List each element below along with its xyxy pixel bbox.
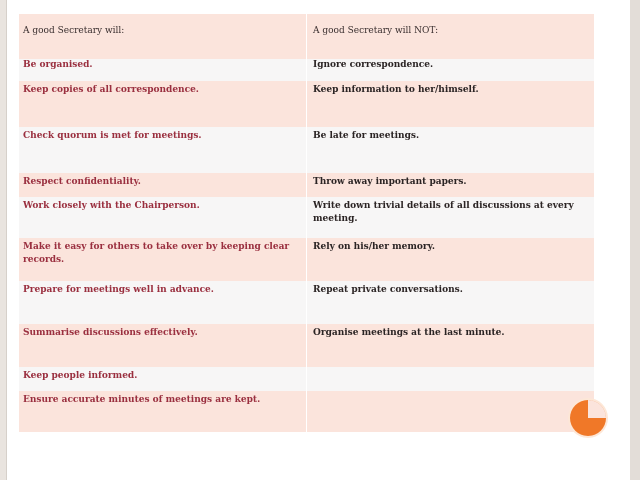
table-header-row (19, 14, 594, 59)
will-item: Keep copies of all correspondence. (19, 81, 307, 127)
will-item: Check quorum is met for meetings. (19, 127, 307, 173)
table-row (19, 324, 594, 367)
header-will-not: A good Secretary will NOT: (307, 14, 594, 59)
table-row (19, 197, 594, 238)
will-item: Summarise discussions effectively. (19, 324, 307, 367)
will-item: Keep people informed. (19, 367, 307, 391)
will-item: Ensure accurate minutes of meetings are kept. (19, 391, 307, 432)
table-row (19, 81, 594, 127)
will-not-item: Organise meetings at the last minute. (307, 324, 594, 367)
table-row (19, 391, 594, 432)
will-not-item: Write down trivial details of all discussions at every meeting. (307, 197, 594, 238)
will-not-item (307, 391, 594, 432)
will-item: Respect confidentiality. (19, 173, 307, 197)
table-row (19, 127, 594, 173)
will-item: Prepare for meetings well in advance. (19, 281, 307, 324)
table-row (19, 367, 594, 391)
slide-right-border (630, 0, 640, 480)
will-not-item: Rely on his/her memory. (307, 238, 594, 281)
table-row (19, 173, 594, 197)
will-not-item: Throw away important papers. (307, 173, 594, 197)
header-will: A good Secretary will: (19, 14, 307, 59)
will-item: Be organised. (19, 59, 307, 81)
will-not-item (307, 367, 594, 391)
table-row (19, 59, 594, 81)
will-item: Make it easy for others to take over by keeping clear records. (19, 238, 307, 281)
will-item: Work closely with the Chairperson. (19, 197, 307, 238)
will-not-item: Keep information to her/himself. (307, 81, 594, 127)
will-not-item: Ignore correspondence. (307, 59, 594, 81)
table-row (19, 238, 594, 281)
will-not-item: Repeat private conversations. (307, 281, 594, 324)
will-not-item: Be late for meetings. (307, 127, 594, 173)
secretary-duties-table (18, 14, 594, 432)
table-row (19, 281, 594, 324)
